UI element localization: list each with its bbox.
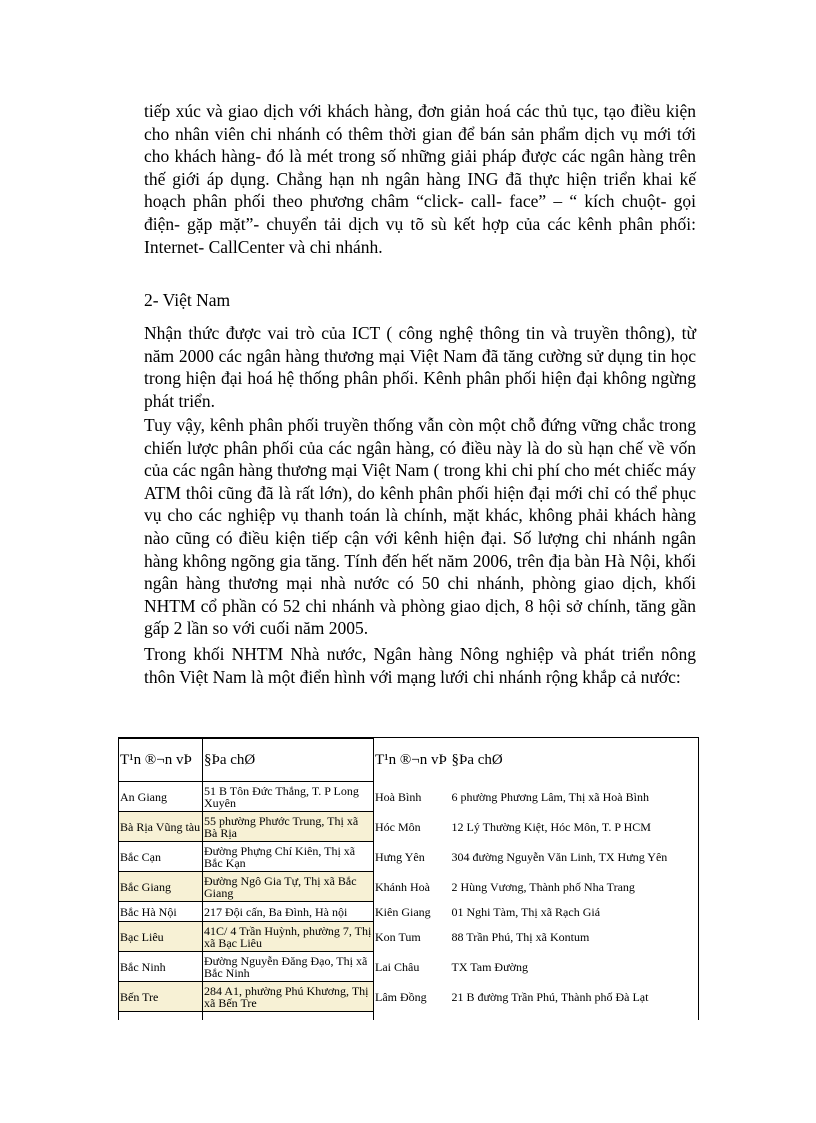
cell-address: 41C/ 4 Trần Huỳnh, phường 7, Thị xã Bạc Liêu — [203, 922, 374, 952]
cell-address — [203, 1012, 374, 1021]
cell-name-2: Lai Châu — [374, 952, 451, 982]
cell-name-2 — [374, 1012, 451, 1021]
cell-address: 217 Đội cấn, Ba Đình, Hà nội — [203, 902, 374, 922]
table-row — [119, 812, 699, 842]
cell-address-2: 01 Nghi Tàm, Thị xã Rạch Giá — [451, 904, 601, 919]
cell-name: Bắc Giang — [119, 872, 203, 902]
cell-address-2: TX Tam Đường — [451, 959, 528, 974]
cell-name-2: Lâm Đồng — [374, 982, 451, 1012]
cell-address-2: 6 phường Phương Lâm, Thị xã Hoà Bình — [451, 789, 649, 804]
cell-address-2: 304 đường Nguyễn Văn Linh, TX Hưng Yên — [451, 849, 668, 864]
paragraph-3-text: Tuy vậy, kênh phân phối truyền thống vẫn còn một chỗ đứng vững chắc trong chiến lược phân phối của các ngân hàng, có điều này là do sù hạn chế về vốn của các ngân hàng thương mại Việt Nam ( trong khi chi phí cho mét chiếc máy ATM thôi cũng đã là rất lớn), do kênh phân phối hiện đại mới chỉ có thể phục vụ cho các nghiệp vụ thanh toán là chính, mặt khác, không phải khách hàng nào cũng có điều kiện tiếp cận với kênh hiện đại. Số lượng chi nhánh ngân hàng không ngõng gia tăng. Tính đến hết năm 2006, trên địa bàn Hà Nội, khối ngân hàng thương mại nhà nước có 50 chi nhánh, phòng giao dịch, khối NHTM cổ phần có 52 chi nhánh và phòng giao dịch, 8 hội sở chính, tăng gần gấp 2 lần so với cuối năm 2005. — [144, 415, 696, 639]
cell-address: 51 B Tôn Đức Thắng, T. P Long Xuyên — [203, 782, 374, 812]
table-row — [119, 952, 699, 982]
cell-name-2: Hoà Bình — [374, 782, 451, 812]
paragraph-2 — [144, 322, 696, 412]
header-address: §Þa chØ — [203, 739, 374, 782]
cell-name: Bến Tre — [119, 982, 203, 1012]
cell-name: Bà Rịa Vũng tàu — [119, 812, 203, 842]
table-row — [119, 982, 699, 1012]
cell-name-2: Kon Tum — [374, 922, 451, 952]
table-header-row — [119, 739, 699, 782]
paragraph-2-text: Nhận thức được vai trò của ICT ( công nghệ thông tin và truyền thông), từ năm 2000 các ngân hàng thương mại Việt Nam đã tăng cường sử dụng tin học trong hiện đại hoá hệ thống phân phối. Kênh phân phối hiện đại không ngừng phát triển. — [144, 323, 696, 411]
section-heading: 2- Việt Nam — [144, 290, 231, 310]
cell-address: Đường Nguyễn Đăng Đạo, Thị xã Bắc Ninh — [203, 952, 374, 982]
cell-name-2: Khánh Hoà — [374, 872, 451, 902]
cell-name: An Giang — [119, 782, 203, 812]
table-row-cut — [119, 1012, 699, 1021]
header-unit-name-2: T¹n ®¬n vÞ — [374, 739, 451, 782]
cell-address: 284 A1, phường Phú Khương, Thị xã Bến Tre — [203, 982, 374, 1012]
cell-name: Bạc Liêu — [119, 922, 203, 952]
branch-table — [118, 737, 699, 1020]
cell-address: Đường Ngô Gia Tự, Thị xã Bắc Giang — [203, 872, 374, 902]
paragraph-3 — [144, 414, 696, 640]
paragraph-4 — [144, 643, 696, 688]
cell-address-2 — [451, 1012, 699, 1021]
cell-address: 55 phường Phước Trung, Thị xã Bà Rịa — [203, 812, 374, 842]
cell-name-2: Hưng Yên — [374, 842, 451, 872]
cell-address-2: 21 B đường Trần Phú, Thành phố Đà Lạt — [451, 989, 649, 1004]
cell-name-2: Hóc Môn — [374, 812, 451, 842]
header-address-2: §Þa chØ — [451, 752, 503, 768]
cell-address-2: 88 Trần Phú, Thị xã Kontum — [451, 929, 590, 944]
cell-name-2: Kiên Giang — [374, 902, 451, 922]
cell-address-2: 2 Hùng Vương, Thành phố Nha Trang — [451, 879, 635, 894]
header-unit-name: T¹n ®¬n vÞ — [119, 739, 203, 782]
table-row — [119, 842, 699, 872]
cell-address: Đường Phựng Chí Kiên, Thị xã Bắc Kạn — [203, 842, 374, 872]
cell-name: Bắc Cạn — [119, 842, 203, 872]
table-row — [119, 902, 699, 922]
paragraph-4-text: Trong khối NHTM Nhà nước, Ngân hàng Nông nghiệp và phát triển nông thôn Việt Nam là một điển hình với mạng lưới chi nhánh rộng khắp cả nước: — [144, 644, 696, 687]
branch-table-grid — [118, 738, 699, 1020]
cell-name — [119, 1012, 203, 1021]
cell-address-2: 12 Lý Thường Kiệt, Hóc Môn, T. P HCM — [451, 819, 651, 834]
cell-name: Bắc Hà Nội — [119, 902, 203, 922]
table-row — [119, 872, 699, 902]
paragraph-1: tiếp xúc và giao dịch với khách hàng, đơn giản hoá các thủ tục, tạo điều kiện cho nhân viên chi nhánh có thêm thời gian để bán sản phẩm dịch vụ mới tới cho khách hàng- đó là mét trong số những giải pháp được các ngân hàng trên thế giới áp dụng. Chẳng hạn nh ngân hàng ING đã thực hiện triển khai kế hoạch phân phối theo phương châm “click- call- face” – “ kích chuột- gọi điện- gặp mặt”- chuyển tải dịch vụ tõ sù kết hợp của các kênh phân phối: Internet- CallCenter và chi nhánh. — [144, 101, 696, 257]
table-row — [119, 782, 699, 812]
cell-name: Bắc Ninh — [119, 952, 203, 982]
table-row — [119, 922, 699, 952]
